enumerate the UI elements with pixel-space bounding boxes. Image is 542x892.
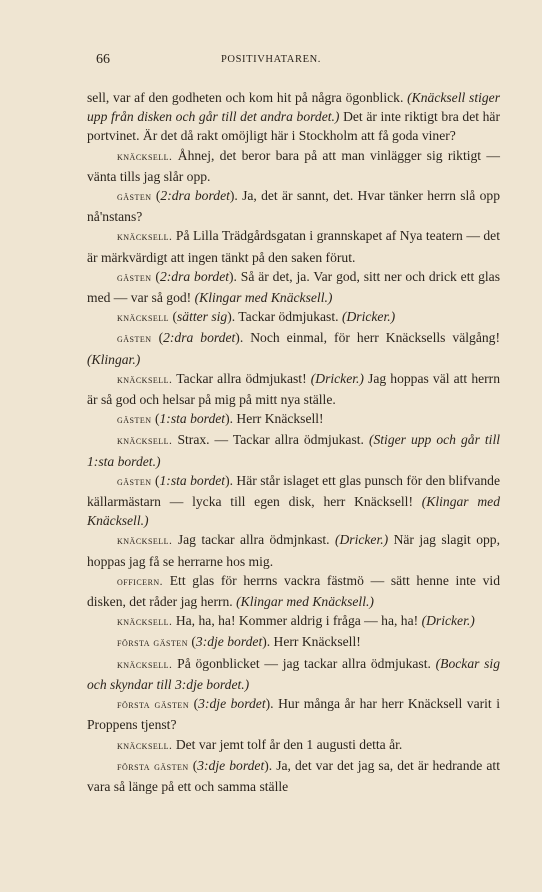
dialogue-text: ( [151, 411, 160, 427]
dialogue-text: På Lilla Trädgårdsgatan i grannskapet af Nya teatern — det är märkvärdigt att ingen tänkt på den saken förut. [87, 228, 500, 265]
speaker-name: knäcksell. [117, 373, 173, 386]
stage-direction: (Klingar.) [87, 351, 141, 367]
dialogue-text: ). Tackar ödmjukast. [227, 309, 342, 325]
speaker-name: första gästen [117, 699, 190, 712]
running-title: POSITIVHATAREN. [220, 54, 322, 65]
stage-direction: 2:dra bordet [159, 268, 230, 284]
stage-direction: 3:dje bordet [195, 634, 263, 650]
dialogue-text: sell, var af den godheten och kom hit på några ögonblick. [87, 90, 408, 105]
paragraph [87, 694, 500, 734]
dialogue-text: ). Herr Knäcksell! [262, 634, 361, 650]
paragraph [87, 409, 500, 430]
paragraph [87, 632, 500, 653]
paragraph [87, 430, 500, 470]
paragraph [87, 328, 500, 368]
dialogue-text: Tackar allra ödmjukast! [172, 370, 311, 386]
dialogue-text: ). Ja, det var det jag sa, det är hedrande att vara så länge på ett och samma ställe [87, 757, 500, 794]
speaker-name: knäcksell. [117, 231, 173, 244]
speaker-name: gästen [117, 475, 152, 488]
stage-direction: (Knäcksell stiger upp från disken och går till det andra bordet.) [87, 90, 500, 125]
stage-direction: (Klingar med Knäcksell.) [236, 594, 374, 610]
stage-direction: (Dricker.) [421, 613, 475, 629]
paragraph [87, 735, 500, 756]
stage-direction: 2:dra bordet [163, 330, 236, 346]
dialogue-text: ). Hur många år har herr Knäcksell varit i Proppens tjenst? [87, 696, 500, 733]
speaker-name: första gästen [117, 637, 188, 650]
stage-direction: (Dricker.) [310, 370, 364, 386]
stage-direction: 1:sta bordet [159, 472, 226, 488]
speaker-name: första gästen [117, 760, 189, 773]
dialogue-text: ). Så är det, ja. Var god, sitt ner och drick ett glas med — var så god! [87, 268, 501, 306]
dialogue-text: ( [187, 634, 196, 650]
stage-direction: (Dricker.) [334, 532, 389, 548]
dialogue-text: Ha, ha, ha! Kommer aldrig i fråga — ha, ha! [172, 613, 422, 629]
paragraph [87, 471, 500, 531]
dialogue-text: Det är inte riktigt bra det här portvinet. Är det då rakt omöjligt här i Stockholm att få goda viner? [87, 109, 500, 144]
stage-direction: (Klingar med Knäcksell.) [87, 494, 500, 529]
dialogue-text: ( [188, 757, 198, 773]
dialogue-text: På ögonblicket — jag tackar allra ödmjukast. [172, 655, 436, 671]
paragraph [87, 88, 500, 146]
dialogue-text: När jag slagit opp, hoppas jag få se herrarne hos mig. [87, 532, 500, 569]
speaker-name: knäcksell. [117, 739, 173, 752]
speaker-name: gästen [117, 271, 152, 284]
stage-direction: 1:sta bordet [159, 411, 226, 427]
paragraph [87, 186, 500, 226]
paragraph [87, 571, 500, 611]
dialogue-text: ( [169, 309, 177, 325]
dialogue-text: Jag hoppas väl att herrn är så god och helsar på mig på mitt nya ställe. [87, 370, 500, 408]
dialogue-text: ). Noch einmal, för herr Knäcksells välgång! [235, 330, 500, 346]
stage-direction: 3:dje bordet [198, 696, 266, 712]
dialogue-text: Strax. — Tackar allra ödmjukast. [172, 432, 369, 448]
page-body [87, 88, 500, 796]
paragraph [87, 267, 500, 307]
dialogue-text: ). Här står islaget ett glas punsch för den blifvande källarmästarn — lycka till egen disk, herr Knäcksell! [87, 472, 500, 510]
stage-direction: (Stiger upp och går till 1:sta bordet.) [87, 432, 501, 469]
paragraph [87, 756, 500, 796]
dialogue-text: Åhnej, det beror bara på att man vinlägger sig riktigt — vänta tills jag slår opp. [87, 147, 500, 184]
stage-direction: 3:dje bordet [197, 757, 265, 773]
speaker-name: gästen [117, 333, 152, 346]
page-number: 66 [96, 52, 110, 67]
stage-direction: 2:dra bordet [160, 188, 230, 204]
stage-direction: (Bockar sig och skyndar till 3:dje bordet.) [87, 655, 500, 692]
dialogue-text: Ett glas för herrns vackra fästmö — sätt henne inte vid disken, det råder jag herrn. [87, 572, 500, 610]
dialogue-text: Jag tackar allra ödmjnkast. [172, 532, 335, 548]
paragraph [87, 369, 500, 409]
paragraph [87, 654, 500, 694]
paragraph [87, 611, 500, 632]
speaker-name: gästen [117, 191, 152, 204]
speaker-name: officern. [117, 575, 164, 588]
speaker-name: knäcksell [117, 312, 170, 325]
paragraph [87, 307, 500, 328]
speaker-name: knäcksell. [117, 435, 173, 448]
stage-direction: sätter sig [177, 309, 228, 325]
paragraph [87, 146, 500, 186]
dialogue-text: Det var jemt tolf år den 1 augusti detta år. [172, 736, 403, 752]
dialogue-text: ( [151, 330, 164, 346]
dialogue-text: ( [151, 188, 161, 204]
dialogue-text: ( [151, 268, 160, 284]
dialogue-text: ). Ja, det är sannt, det. Hvar tänker herrn slå opp nå'nstans? [87, 188, 500, 225]
dialogue-text: ). Herr Knäcksell! [225, 411, 324, 427]
dialogue-text: ( [189, 696, 199, 712]
stage-direction: (Dricker.) [341, 309, 396, 325]
dialogue-text: ( [151, 472, 160, 488]
speaker-name: knäcksell. [117, 616, 173, 629]
speaker-name: knäcksell. [117, 658, 173, 671]
paragraph [87, 226, 500, 266]
speaker-name: knäcksell. [117, 535, 173, 548]
speaker-name: gästen [117, 414, 152, 427]
page-header [0, 52, 542, 72]
stage-direction: (Klingar med Knäcksell.) [194, 290, 333, 306]
paragraph [87, 530, 500, 570]
speaker-name: knäcksell. [117, 150, 173, 163]
